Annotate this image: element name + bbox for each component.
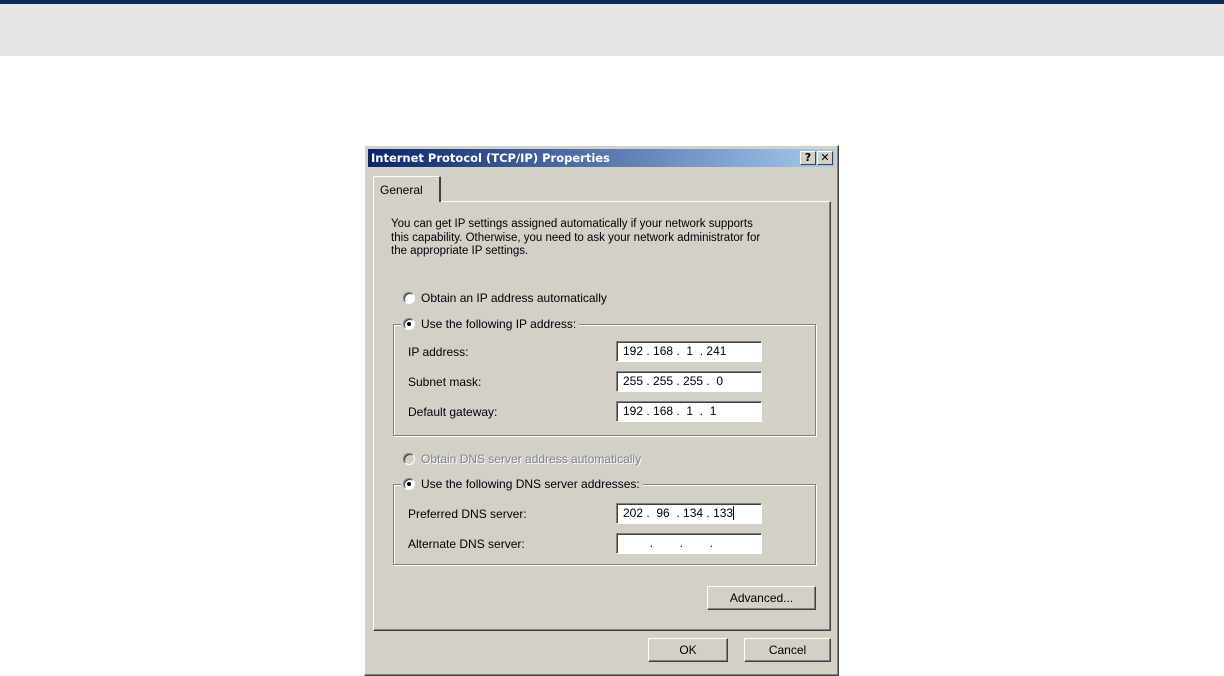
help-button[interactable]: ? [800, 151, 816, 165]
tab-general[interactable] [373, 176, 441, 202]
obtain-dns-auto-option[interactable] [403, 452, 641, 468]
title-bar[interactable] [368, 149, 835, 167]
close-button[interactable] [817, 151, 833, 165]
preferred-dns-value: 202 . 96 . 134 . 133 [623, 506, 734, 520]
tab-general-label: General [380, 183, 423, 197]
preferred-dns-label: Preferred DNS server: [408, 507, 527, 521]
subnet-mask-label: Subnet mask: [408, 375, 482, 389]
text-caret [733, 506, 734, 520]
obtain-ip-auto-label: Obtain an IP address automatically [421, 291, 607, 305]
use-following-ip-label: Use the following IP address: [421, 317, 577, 331]
use-following-dns-label: Use the following DNS server addresses: [421, 477, 640, 491]
advanced-button[interactable]: Advanced... [707, 586, 816, 610]
subnet-mask-input[interactable]: 255 . 255 . 255 . 0 [616, 371, 762, 392]
use-following-ip-radio[interactable] [403, 318, 415, 330]
tcpip-properties-dialog [364, 145, 839, 676]
default-gateway-label: Default gateway: [408, 405, 498, 419]
use-following-dns-option[interactable] [401, 477, 643, 493]
dialog-title: Internet Protocol (TCP/IP) Properties [371, 151, 610, 165]
intro-text [391, 218, 811, 259]
use-following-dns-radio[interactable] [403, 478, 415, 490]
alternate-dns-input[interactable]: . . . [616, 533, 762, 554]
obtain-ip-auto-option[interactable] [403, 291, 607, 307]
obtain-ip-auto-radio[interactable] [403, 292, 415, 304]
ip-address-label: IP address: [408, 345, 469, 359]
cancel-button[interactable]: Cancel [744, 638, 831, 662]
close-icon: ✕ [820, 151, 830, 164]
intro-line: this capability. Otherwise, you need to ask your network administrator for [391, 231, 761, 244]
intro-line: You can get IP settings assigned automatically if your network supports [391, 218, 753, 230]
ok-button[interactable]: OK [648, 638, 728, 662]
obtain-dns-auto-label: Obtain DNS server address automatically [421, 452, 642, 466]
ip-address-input[interactable]: 192 . 168 . 1 . 241 [616, 341, 762, 362]
alternate-dns-label: Alternate DNS server: [408, 537, 525, 551]
obtain-dns-auto-radio[interactable] [403, 453, 415, 465]
use-following-ip-option[interactable] [401, 317, 579, 333]
default-gateway-input[interactable]: 192 . 168 . 1 . 1 [616, 401, 762, 422]
intro-line: the appropriate IP settings. [391, 245, 529, 257]
preferred-dns-input[interactable] [616, 503, 762, 524]
page-header-band [0, 4, 1224, 56]
